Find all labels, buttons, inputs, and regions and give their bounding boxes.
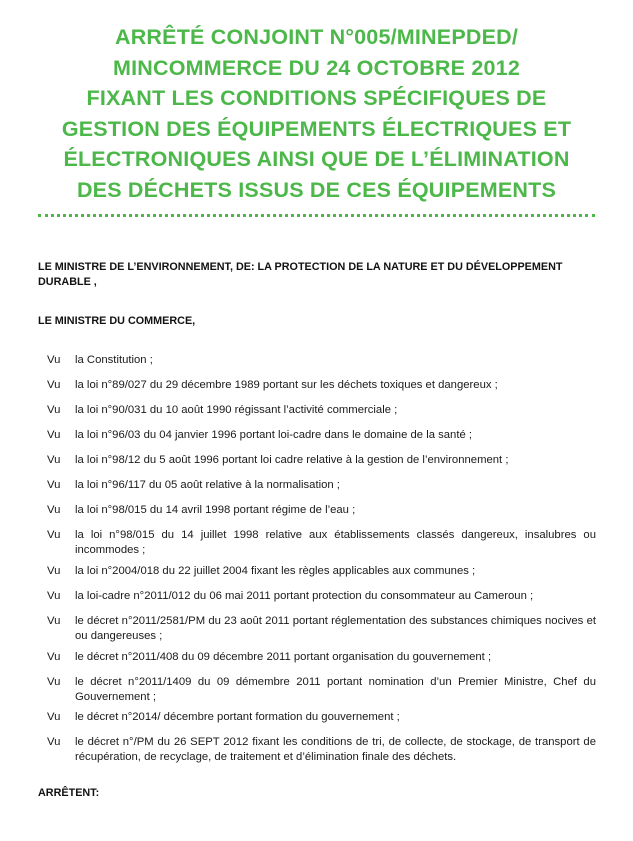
vu-label: Vu [47,479,61,491]
vu-text: la loi n°98/015 du 14 avril 1998 portant régime de l’eau ; [75,504,356,516]
vu-label: Vu [47,454,61,466]
title-line: ARRÊTÉ CONJOINT N°005/MINEPDED/ [114,25,519,49]
title-line: ÉLECTRONIQUES AINSI QUE DE L’ÉLIMINATION [63,147,570,171]
title-line: DES DÉCHETS ISSUS DE CES ÉQUIPEMENTS [76,177,557,202]
vu-text: la loi n°96/03 du 04 janvier 1996 portant loi-cadre dans le domaine de la santé ; [75,429,473,441]
arretent-heading: ARRÊTENT: [38,787,100,799]
vu-text: la loi n°98/015 du 14 juillet 1998 relative aux établissements classés dangereux, insalubres ou incommodes ; [75,529,596,556]
minister-commerce-heading: LE MINISTRE DU COMMERCE, [38,315,196,327]
title-divider [38,214,595,217]
title-line: FIXANT LES CONDITIONS SPÉCIFIQUES DE [86,86,547,110]
vu-text: la Constitution ; [75,354,153,366]
vu-label: Vu [47,379,61,391]
minister-environment-heading: LE MINISTRE DE L’ENVIRONNEMENT, DE: LA PROTECTION DE LA NATURE ET DU DÉVELOPPEMENT DURABLE , [38,261,563,288]
vu-text: le décret n°2011/1409 du 09 démembre 2011 portant nomination d’un Premier Ministre, Chef du Gouvernement ; [75,676,596,703]
vu-text: le décret n°2011/2581/PM du 23 août 2011 portant réglementation des substances chimiques nocives et ou dangereuses ; [75,615,596,642]
vu-label: Vu [47,615,61,627]
vu-label: Vu [47,651,61,663]
vu-label: Vu [47,354,61,366]
vu-label: Vu [47,711,61,723]
vu-text: la loi n°96/117 du 05 août relative à la normalisation ; [75,479,340,491]
vu-label: Vu [47,404,61,416]
vu-label: Vu [47,590,61,602]
vu-text: la loi n°98/12 du 5 août 1996 portant loi cadre relative à la gestion de l’environnement ; [75,454,509,466]
vu-label: Vu [47,565,61,577]
title-line: GESTION DES ÉQUIPEMENTS ÉLECTRIQUES ET [61,116,572,141]
vu-text: le décret n°/PM du 26 SEPT 2012 fixant les conditions de tri, de collecte, de stockage, de transport de récupération, de recyclage, de traitement et d’élimination finale des déchets. [75,736,596,763]
vu-label: Vu [47,736,61,748]
vu-text: le décret n°2011/408 du 09 décembre 2011 portant organisation du gouvernement ; [75,651,492,663]
vu-text: la loi n°89/027 du 29 décembre 1989 portant sur les déchets toxiques et dangereux ; [75,379,498,391]
vu-label: Vu [47,676,61,688]
vu-text: le décret n°2014/ décembre portant formation du gouvernement ; [75,711,400,723]
vu-label: Vu [47,529,61,541]
title-line: MINCOMMERCE DU 24 OCTOBRE 2012 [112,55,520,80]
vu-text: la loi n°90/031 du 10 août 1990 régissant l’activité commerciale ; [75,404,398,416]
vu-text: la loi n°2004/018 du 22 juillet 2004 fixant les règles applicables aux communes ; [75,565,476,577]
vu-label: Vu [47,429,61,441]
vu-text: la loi-cadre n°2011/012 du 06 mai 2011 portant protection du consommateur au Cameroun ; [75,590,534,602]
document-title [20,22,613,205]
vu-label: Vu [47,504,61,516]
